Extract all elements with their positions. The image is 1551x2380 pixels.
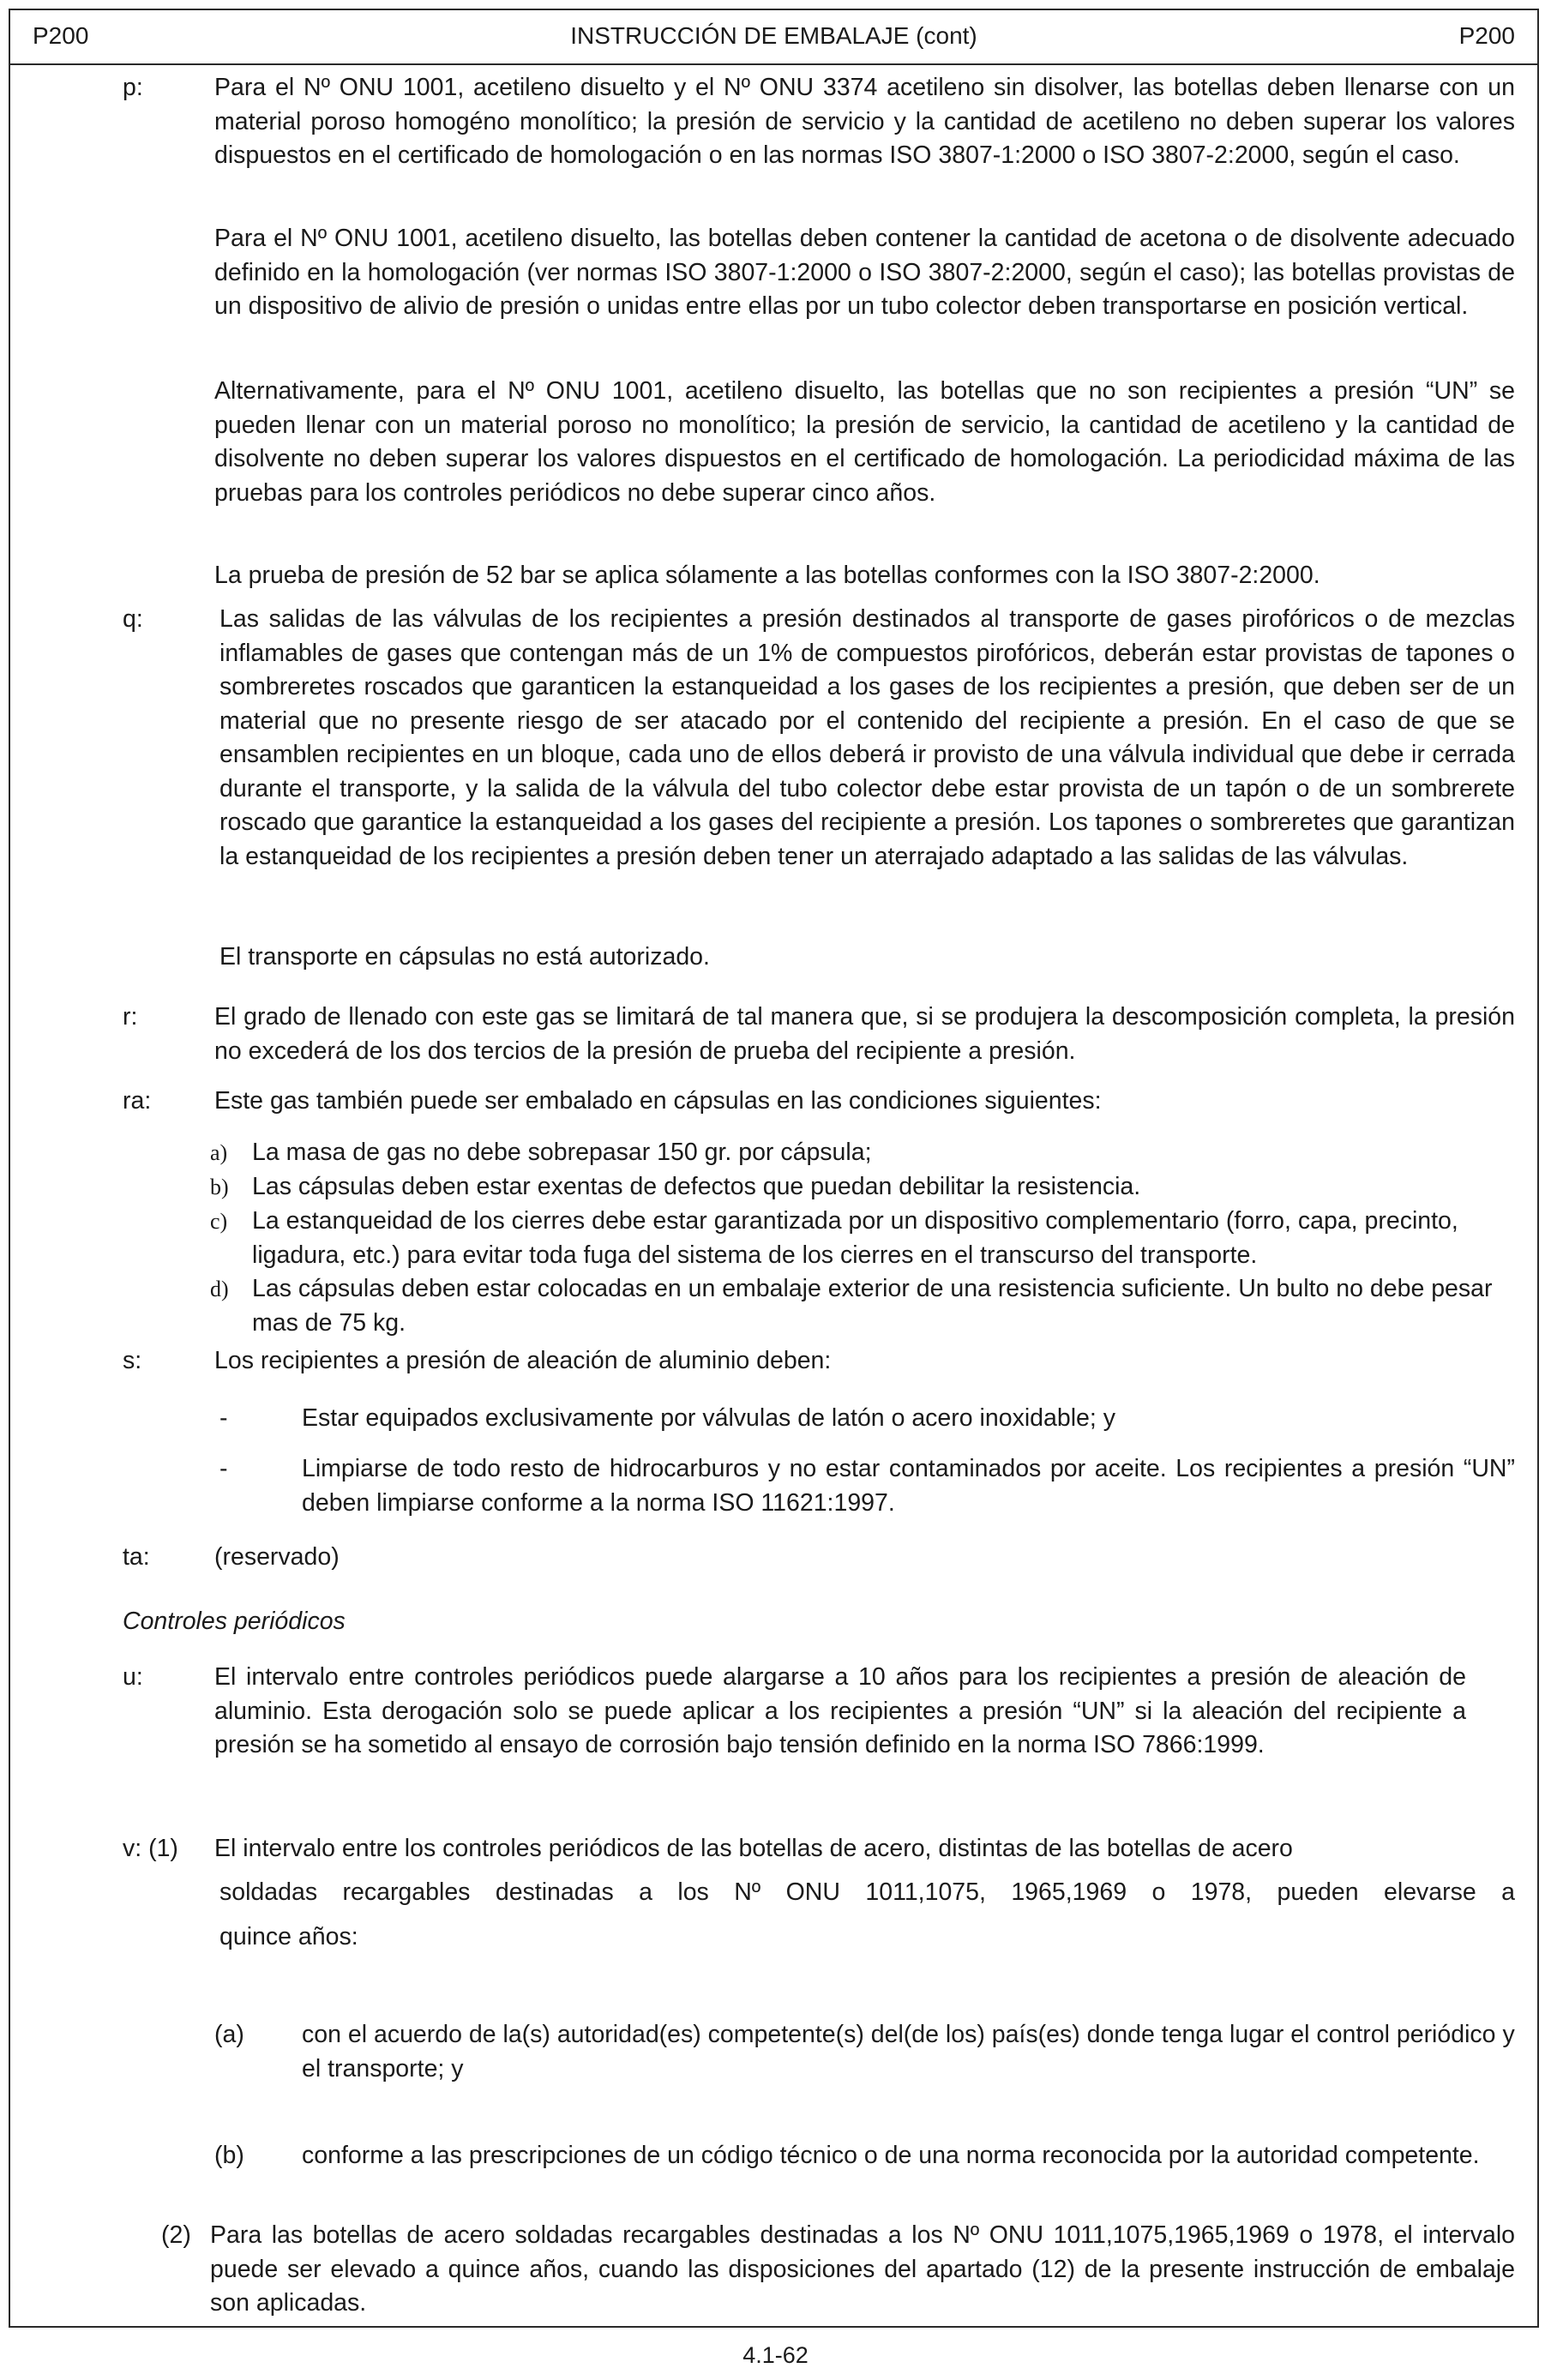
provision-p-paragraph-2: Para el Nº ONU 1001, acetileno disuelto, las botellas deben contener la cantidad de acetona o de disolvente adecuado definido en la homologación (ver normas ISO 3807-1:2000 o ISO 3807-2:2000, según el caso); las botellas provistas de un dispositivo de alivio de presión o unidas entre ellas por un tubo colector deben transportarse en posición vertical. xyxy=(214,225,1515,320)
ra-item-b-text: Las cápsulas deben estar exentas de defectos que puedan debilitar la resistencia. xyxy=(252,1173,1141,1200)
v-item-b-mark: (b) xyxy=(214,2142,244,2169)
s-item-2-text: Limpiarse de todo resto de hidrocarburos y no estar contaminados por aceite. Los recipientes a presión “UN” deben limpiarse conforme a la norma ISO 11621:1997. xyxy=(302,1455,1515,1517)
header-left-code: P200 xyxy=(33,22,89,49)
provision-v1-line-3: quince años: xyxy=(219,1923,358,1950)
provision-p-paragraph-3: Alternativamente, para el Nº ONU 1001, acetileno disuelto, las botellas que no son recipientes a presión “UN” se pueden llenar con un material poroso no monolítico; la presión de servicio, la cantidad de acetileno y la cantidad de disolvente no deben superar los valores dispuestos en el certificado de homologación. La periodicidad máxima de las pruebas para los controles periódicos no debe superar cinco años. xyxy=(214,377,1515,507)
ra-item-c-mark: c) xyxy=(210,1209,228,1234)
provision-label-v1: v: (1) xyxy=(123,1835,178,1862)
page-number: 4.1-62 xyxy=(742,2342,809,2368)
v-item-a-text: con el acuerdo de la(s) autoridad(es) competente(s) del(de los) país(es) donde tenga lugar el control periódico y el transporte; y xyxy=(302,2021,1515,2082)
provision-label-v2: (2) xyxy=(161,2221,191,2249)
provision-r-text: El grado de llenado con este gas se limitará de tal manera que, si se produjera la descomposición completa, la presión no excederá de los dos tercios de la presión de prueba del recipiente a presión. xyxy=(214,1003,1515,1065)
provision-ra-intro: Este gas también puede ser embalado en cápsulas en las condiciones siguientes: xyxy=(214,1087,1102,1115)
ra-item-c-text: La estanqueidad de los cierres debe estar garantizada por un dispositivo complementario (forro, capa, precinto, ligadura, etc.) para evitar toda fuga del sistema de los cierres en el transcurso del transporte. xyxy=(252,1207,1458,1269)
ra-item-a-text: La masa de gas no debe sobrepasar 150 gr. por cápsula; xyxy=(252,1139,872,1166)
provision-label-q: q: xyxy=(123,605,143,633)
provision-p-paragraph-4: La prueba de presión de 52 bar se aplica sólamente a las botellas conformes con la ISO 3807-2:2000. xyxy=(214,562,1320,589)
ra-item-d-text: Las cápsulas deben estar colocadas en un embalaje exterior de una resistencia suficiente. Un bulto no debe pesar mas de 75 kg. xyxy=(252,1275,1493,1337)
v-item-b-text: conforme a las prescripciones de un código técnico o de una norma reconocida por la autoridad competente. xyxy=(302,2142,1480,2169)
s-item-1-mark: - xyxy=(219,1404,228,1432)
provision-label-s: s: xyxy=(123,1347,142,1374)
provision-label-u: u: xyxy=(123,1663,143,1691)
provision-label-ra: ra: xyxy=(123,1087,152,1115)
v-item-a-mark: (a) xyxy=(214,2021,244,2048)
provision-q-paragraph-2: El transporte en cápsulas no está autorizado. xyxy=(219,943,710,971)
table-header xyxy=(10,10,1537,65)
provision-s-intro: Los recipientes a presión de aleación de aluminio deben: xyxy=(214,1347,832,1374)
provision-ta-text: (reservado) xyxy=(214,1543,340,1571)
s-item-2-mark: - xyxy=(219,1455,228,1482)
provision-p-paragraph-1: Para el Nº ONU 1001, acetileno disuelto y el Nº ONU 3374 acetileno sin disolver, las botellas deben llenarse con un material poroso homogéno monolítico; la presión de servicio y la cantidad de acetileno no deben superar los valores dispuestos en el certificado de homologación o en las normas ISO 3807-1:2000 o ISO 3807-2:2000, según el caso. xyxy=(214,74,1515,169)
provision-label-r: r: xyxy=(123,1003,138,1031)
provision-v1-line-2: soldadas recargables destinadas a los Nº ONU 1011,1075, 1965,1969 o 1978, pueden elevarse a xyxy=(219,1878,1515,1906)
section-title-periodic-controls: Controles periódicos xyxy=(123,1608,346,1635)
provision-u-text: El intervalo entre controles periódicos puede alargarse a 10 años para los recipientes a presión de aleación de aluminio. Esta derogación solo se puede aplicar a los recipientes a presión “UN” si la aleación del recipiente a presión se ha sometido al ensayo de corrosión bajo tensión definido en la norma ISO 7866:1999. xyxy=(214,1663,1466,1758)
provision-label-p: p: xyxy=(123,74,143,101)
provision-v2-text: Para las botellas de acero soldadas recargables destinadas a los Nº ONU 1011,1075,1965,1969 o 1978, el intervalo puede ser elevado a quince años, cuando las disposiciones del apartado (12) de la presente instrucción de embalaje son aplicadas. xyxy=(210,2221,1515,2317)
provision-q-paragraph-1: Las salidas de las válvulas de los recipientes a presión destinados al transporte de gases pirofóricos o de mezclas inflamables de gases que contengan más de un 1% de compuestos pirofóricos, deberán estar provistas de tapones o sombreretes roscados que garanticen la estanqueidad a los gases de los recipientes a presión, que deben ser de un material que no presente riesgo de ser atacado por el contenido del recipiente a presión. En el caso de que se ensamblen recipientes en un bloque, cada uno de ellos deberá ir provisto de una válvula individual que debe ir cerrada durante el transporte, y la salida de la válvula del tubo colector debe estar provista de un tapón o de un sombrerete roscado que garantice la estanqueidad a los gases del recipiente a presión. Los tapones o sombreretes que garantizan la estanqueidad de los recipientes a presión deben tener un aterrajado adaptado a las salidas de las válvulas. xyxy=(219,605,1515,870)
header-title: INSTRUCCIÓN DE EMBALAJE (cont) xyxy=(570,22,977,49)
ra-item-d-mark: d) xyxy=(210,1277,229,1301)
ra-item-b-mark: b) xyxy=(210,1175,229,1199)
ra-item-a-mark: a) xyxy=(210,1140,228,1165)
provision-v1-line-1: El intervalo entre los controles periódicos de las botellas de acero, distintas de las botellas de acero xyxy=(214,1835,1293,1862)
s-item-1-text: Estar equipados exclusivamente por válvulas de latón o acero inoxidable; y xyxy=(302,1404,1115,1432)
header-right-code: P200 xyxy=(1458,22,1515,49)
provision-label-ta: ta: xyxy=(123,1543,150,1571)
